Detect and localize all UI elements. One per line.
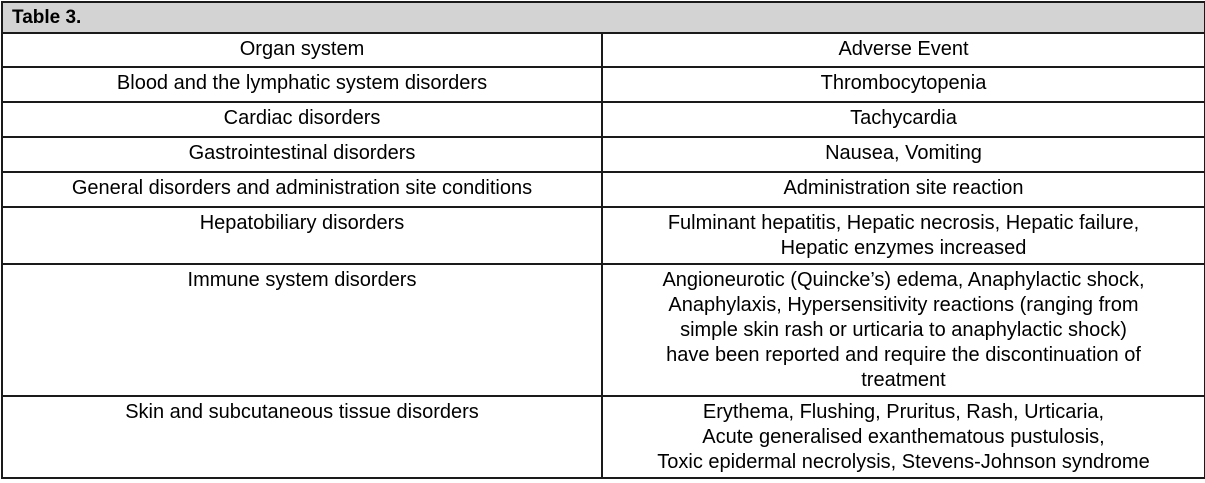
table-row bbox=[2, 102, 1205, 137]
organ-system-cell: Blood and the lymphatic system disorders bbox=[2, 67, 602, 102]
organ-system-cell: Skin and subcutaneous tissue disorders bbox=[2, 396, 602, 478]
table-row bbox=[2, 264, 1205, 396]
table-row bbox=[2, 137, 1205, 172]
adverse-event-line: treatment bbox=[861, 369, 946, 391]
adverse-event-line: simple skin rash or urticaria to anaphylactic shock) bbox=[680, 319, 1127, 341]
organ-system-cell: Gastrointestinal disorders bbox=[2, 137, 602, 172]
table-caption-row bbox=[2, 2, 1205, 33]
adverse-event-cell bbox=[602, 172, 1205, 207]
organ-system-cell: Immune system disorders bbox=[2, 264, 602, 396]
adverse-event-line: Nausea, Vomiting bbox=[825, 142, 982, 164]
adverse-event-cell bbox=[602, 102, 1205, 137]
adverse-event-cell bbox=[602, 137, 1205, 172]
table-header-row bbox=[2, 33, 1205, 67]
table-row bbox=[2, 207, 1205, 264]
header-adverse-event: Adverse Event bbox=[602, 33, 1205, 67]
adverse-event-line: Fulminant hepatitis, Hepatic necrosis, Hepatic failure, bbox=[667, 212, 1140, 234]
table-row bbox=[2, 67, 1205, 102]
adverse-event-line: have been reported and require the discontinuation of bbox=[666, 344, 1141, 366]
adverse-event-line: Administration site reaction bbox=[783, 177, 1024, 199]
header-organ-system: Organ system bbox=[2, 33, 602, 67]
adverse-event-cell bbox=[602, 264, 1205, 396]
adverse-event-line: Tachycardia bbox=[850, 107, 957, 129]
adverse-event-line: Angioneurotic (Quincke’s) edema, Anaphylactic shock, bbox=[662, 269, 1145, 291]
adverse-event-cell bbox=[602, 207, 1205, 264]
adverse-event-line: Toxic epidermal necrolysis, Stevens-Johnson syndrome bbox=[657, 451, 1150, 473]
adverse-event-line: Erythema, Flushing, Pruritus, Rash, Urticaria, bbox=[702, 401, 1105, 423]
table-row bbox=[2, 396, 1205, 478]
adverse-event-line: Thrombocytopenia bbox=[820, 72, 987, 94]
adverse-events-table bbox=[1, 1, 1205, 479]
table-caption: Table 3. bbox=[2, 2, 1205, 33]
adverse-event-line: Anaphylaxis, Hypersensitivity reactions (ranging from bbox=[668, 294, 1139, 316]
organ-system-cell: Cardiac disorders bbox=[2, 102, 602, 137]
organ-system-cell: Hepatobiliary disorders bbox=[2, 207, 602, 264]
adverse-event-line: Acute generalised exanthematous pustulosis, bbox=[702, 426, 1105, 448]
table-row bbox=[2, 172, 1205, 207]
adverse-event-line: Hepatic enzymes increased bbox=[780, 237, 1027, 259]
adverse-event-cell bbox=[602, 396, 1205, 478]
adverse-event-cell bbox=[602, 67, 1205, 102]
organ-system-cell: General disorders and administration site conditions bbox=[2, 172, 602, 207]
